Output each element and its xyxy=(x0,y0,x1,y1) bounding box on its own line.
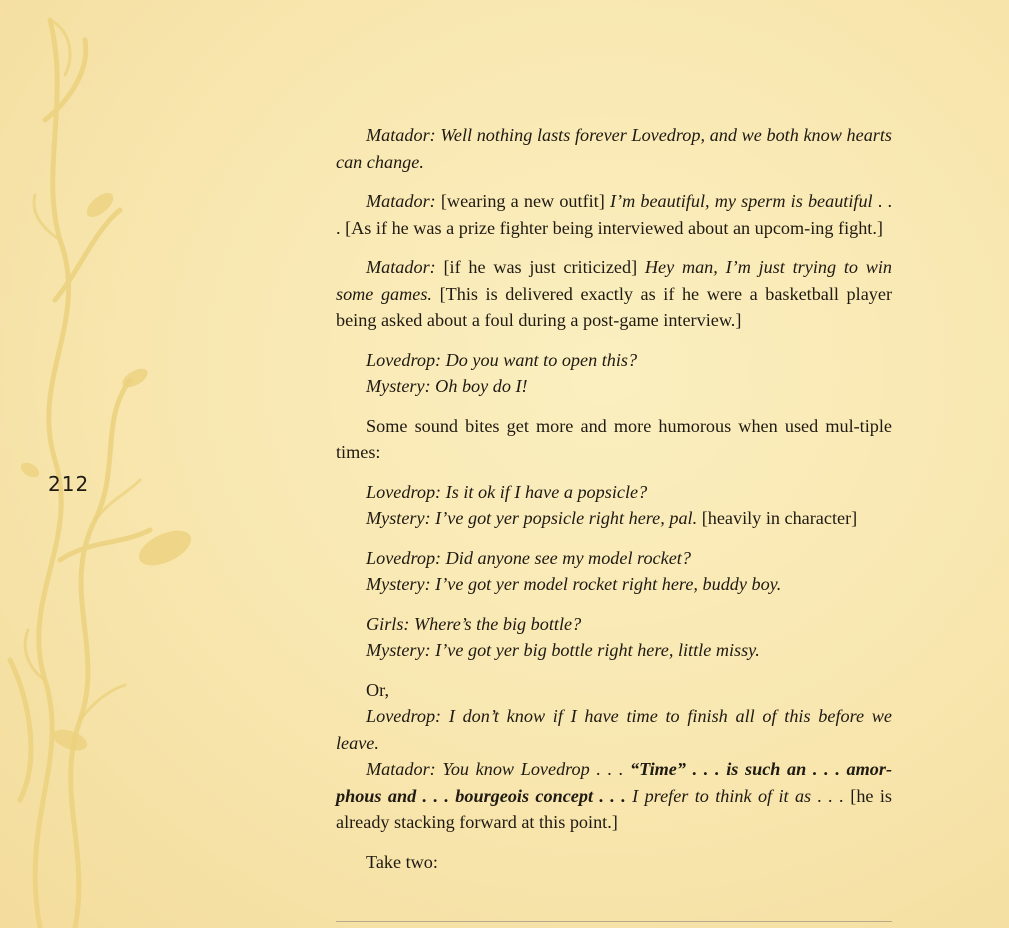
dialogue-time-concept xyxy=(336,677,892,836)
dialogue-line: Mystery: I’ve got yer big bottle right here, little missy. xyxy=(366,640,760,660)
dialogue-line: Lovedrop: Did anyone see my model rocket? xyxy=(366,547,691,568)
speaker-label: Matador: xyxy=(366,257,436,277)
dialogue-line: Girls: Where’s the big bottle? xyxy=(366,613,582,634)
paragraph-matador-3 xyxy=(336,254,892,334)
dialogue-line xyxy=(336,756,892,836)
stage-direction: . . . [As if he was a prize fighter being interviewed about an upcom-ing fight.] xyxy=(336,191,893,238)
dialogue-text: Matador: You know Lovedrop . . . xyxy=(366,759,624,779)
decorative-vine-illustration xyxy=(0,0,260,928)
dialogue-text: Hey man, I’m just trying to win some games. xyxy=(336,257,893,304)
emphasized-text: “Time” . . . is such an . . . amor-phous and . . . bourgeois concept . . . xyxy=(336,759,893,806)
dialogue-line: Lovedrop: I don’t know if I have time to finish all of this before we leave. xyxy=(336,706,892,753)
page-body xyxy=(336,122,892,888)
dialogue-open-this xyxy=(336,347,892,400)
paragraph-matador-2 xyxy=(336,188,892,241)
dialogue-text: Mystery: I’ve got yer popsicle right here, pal. xyxy=(366,508,698,528)
stage-direction: [heavily in character] xyxy=(701,508,858,528)
paragraph-matador-1 xyxy=(336,122,892,175)
paragraph-take-two: Take two: xyxy=(366,851,438,872)
dialogue-intro: Or, xyxy=(366,679,390,700)
dialogue-line: Mystery: I’ve got yer model rocket right here, buddy boy. xyxy=(366,574,782,594)
stage-direction: [This is delivered exactly as if he were a basketball player being asked about a foul during a post-game interview.] xyxy=(336,283,892,330)
paragraph-sound-bites: Some sound bites get more and more humorous when used mul-tiple times: xyxy=(336,415,892,462)
stage-direction: [wearing a new outfit] xyxy=(440,191,605,211)
dialogue-line: Lovedrop: Do you want to open this? xyxy=(366,349,638,370)
page-divider-rule xyxy=(336,921,892,922)
dialogue-line xyxy=(336,505,892,532)
speaker-label: Matador: xyxy=(366,125,436,145)
dialogue-big-bottle xyxy=(336,611,892,664)
page-number: 212 xyxy=(48,472,90,496)
dialogue-text: I’m beautiful, my sperm is beautiful xyxy=(609,191,873,211)
stage-direction: [he is already stacking forward at this point.] xyxy=(336,785,892,832)
dialogue-text: I prefer to think of it as . . . xyxy=(632,785,844,806)
dialogue-line: Lovedrop: Is it ok if I have a popsicle? xyxy=(366,481,648,502)
dialogue-popsicle xyxy=(336,479,892,532)
dialogue-line: Mystery: Oh boy do I! xyxy=(366,376,528,396)
dialogue-model-rocket xyxy=(336,545,892,598)
stage-direction: [if he was just criticized] xyxy=(443,257,638,277)
speaker-label: Matador: xyxy=(366,191,436,211)
dialogue-text: Well nothing lasts forever Lovedrop, and we both know hearts can change. xyxy=(336,125,893,172)
